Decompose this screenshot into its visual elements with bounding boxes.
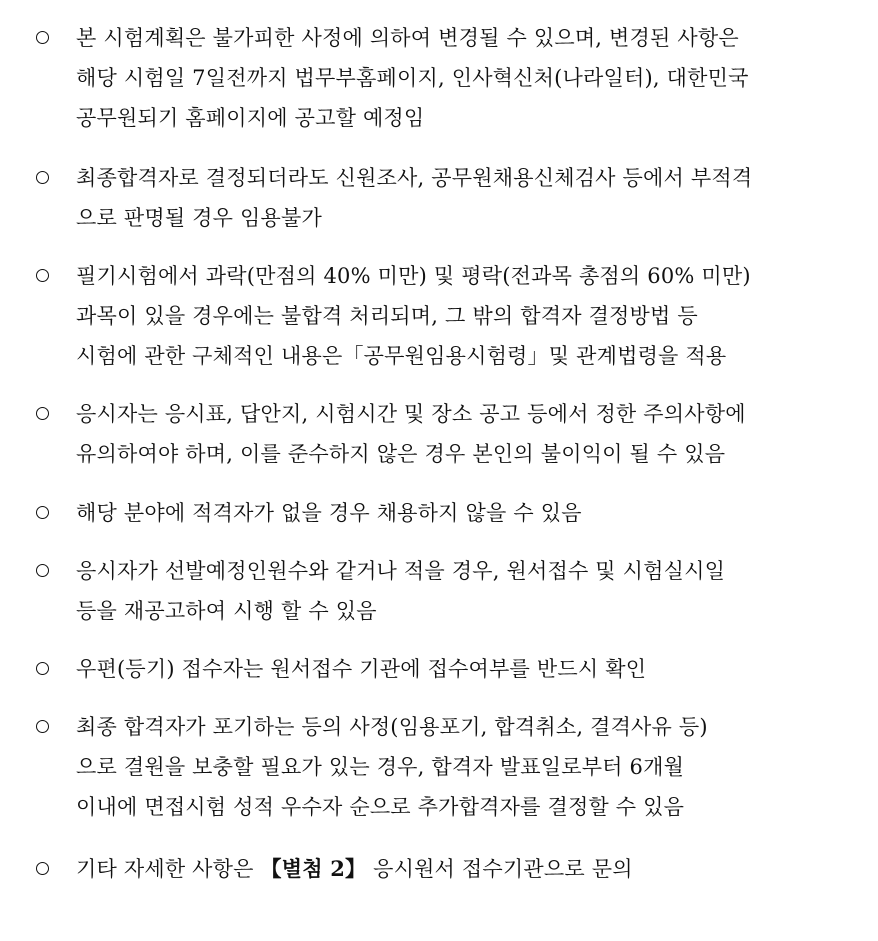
notice-line: 으로 결원을 보충할 필요가 있는 경우, 합격자 발표일로부터 6개월: [76, 755, 685, 779]
notice-line: 필기시험에서 과락(만점의 40% 미만) 및 평락(전과목 총점의 60% 미만): [76, 264, 751, 288]
notice-line: 등을 재공고하여 시행 할 수 있음: [76, 599, 377, 623]
notice-line: 으로 판명될 경우 임용불가: [76, 206, 322, 230]
notice-line: [76, 855, 633, 883]
notice-line: 우편(등기) 접수자는 원서접수 기관에 접수여부를 반드시 확인: [76, 657, 647, 681]
notice-line: 최종 합격자가 포기하는 등의 사정(임용포기, 합격취소, 결격사유 등): [76, 715, 708, 739]
circle-bullet-icon: [36, 506, 49, 519]
circle-bullet-icon: [36, 171, 49, 184]
notice-line: 시험에 관한 구체적인 내용은「공무원임용시험령」및 관계법령을 적용: [76, 344, 727, 368]
notice-line: 응시자가 선발예정인원수와 같거나 적을 경우, 원서접수 및 시험실시일: [76, 559, 726, 583]
notice-text-suffix: 응시원서 접수기관으로 문의: [366, 857, 633, 881]
notice-line: 해당 시험일 7일전까지 법무부홈페이지, 인사혁신처(나라일터), 대한민국: [76, 66, 749, 90]
circle-bullet-icon: [36, 31, 49, 44]
circle-bullet-icon: [36, 564, 49, 577]
notice-text-prefix: 기타 자세한 사항은: [76, 857, 261, 881]
circle-bullet-icon: [36, 662, 49, 675]
notice-line: 과목이 있을 경우에는 불합격 처리되며, 그 밖의 합격자 결정방법 등: [76, 304, 698, 328]
circle-bullet-icon: [36, 862, 49, 875]
notice-line: 최종합격자로 결정되더라도 신원조사, 공무원채용신체검사 등에서 부적격: [76, 166, 753, 190]
circle-bullet-icon: [36, 720, 49, 733]
attachment-reference: 【별첨 2】: [260, 856, 367, 881]
notice-line: 공무원되기 홈페이지에 공고할 예정임: [76, 106, 425, 130]
notice-line: 해당 분야에 적격자가 없을 경우 채용하지 않을 수 있음: [76, 501, 582, 525]
notice-line: 유의하여야 하며, 이를 준수하지 않은 경우 본인의 불이익이 될 수 있음: [76, 442, 726, 466]
notice-line: 응시자는 응시표, 답안지, 시험시간 및 장소 공고 등에서 정한 주의사항에: [76, 402, 746, 426]
notice-line: 본 시험계획은 불가피한 사정에 의하여 변경될 수 있으며, 변경된 사항은: [76, 26, 739, 50]
notice-line: 이내에 면접시험 성적 우수자 순으로 추가합격자를 결정할 수 있음: [76, 795, 685, 819]
circle-bullet-icon: [36, 269, 49, 282]
circle-bullet-icon: [36, 407, 49, 420]
